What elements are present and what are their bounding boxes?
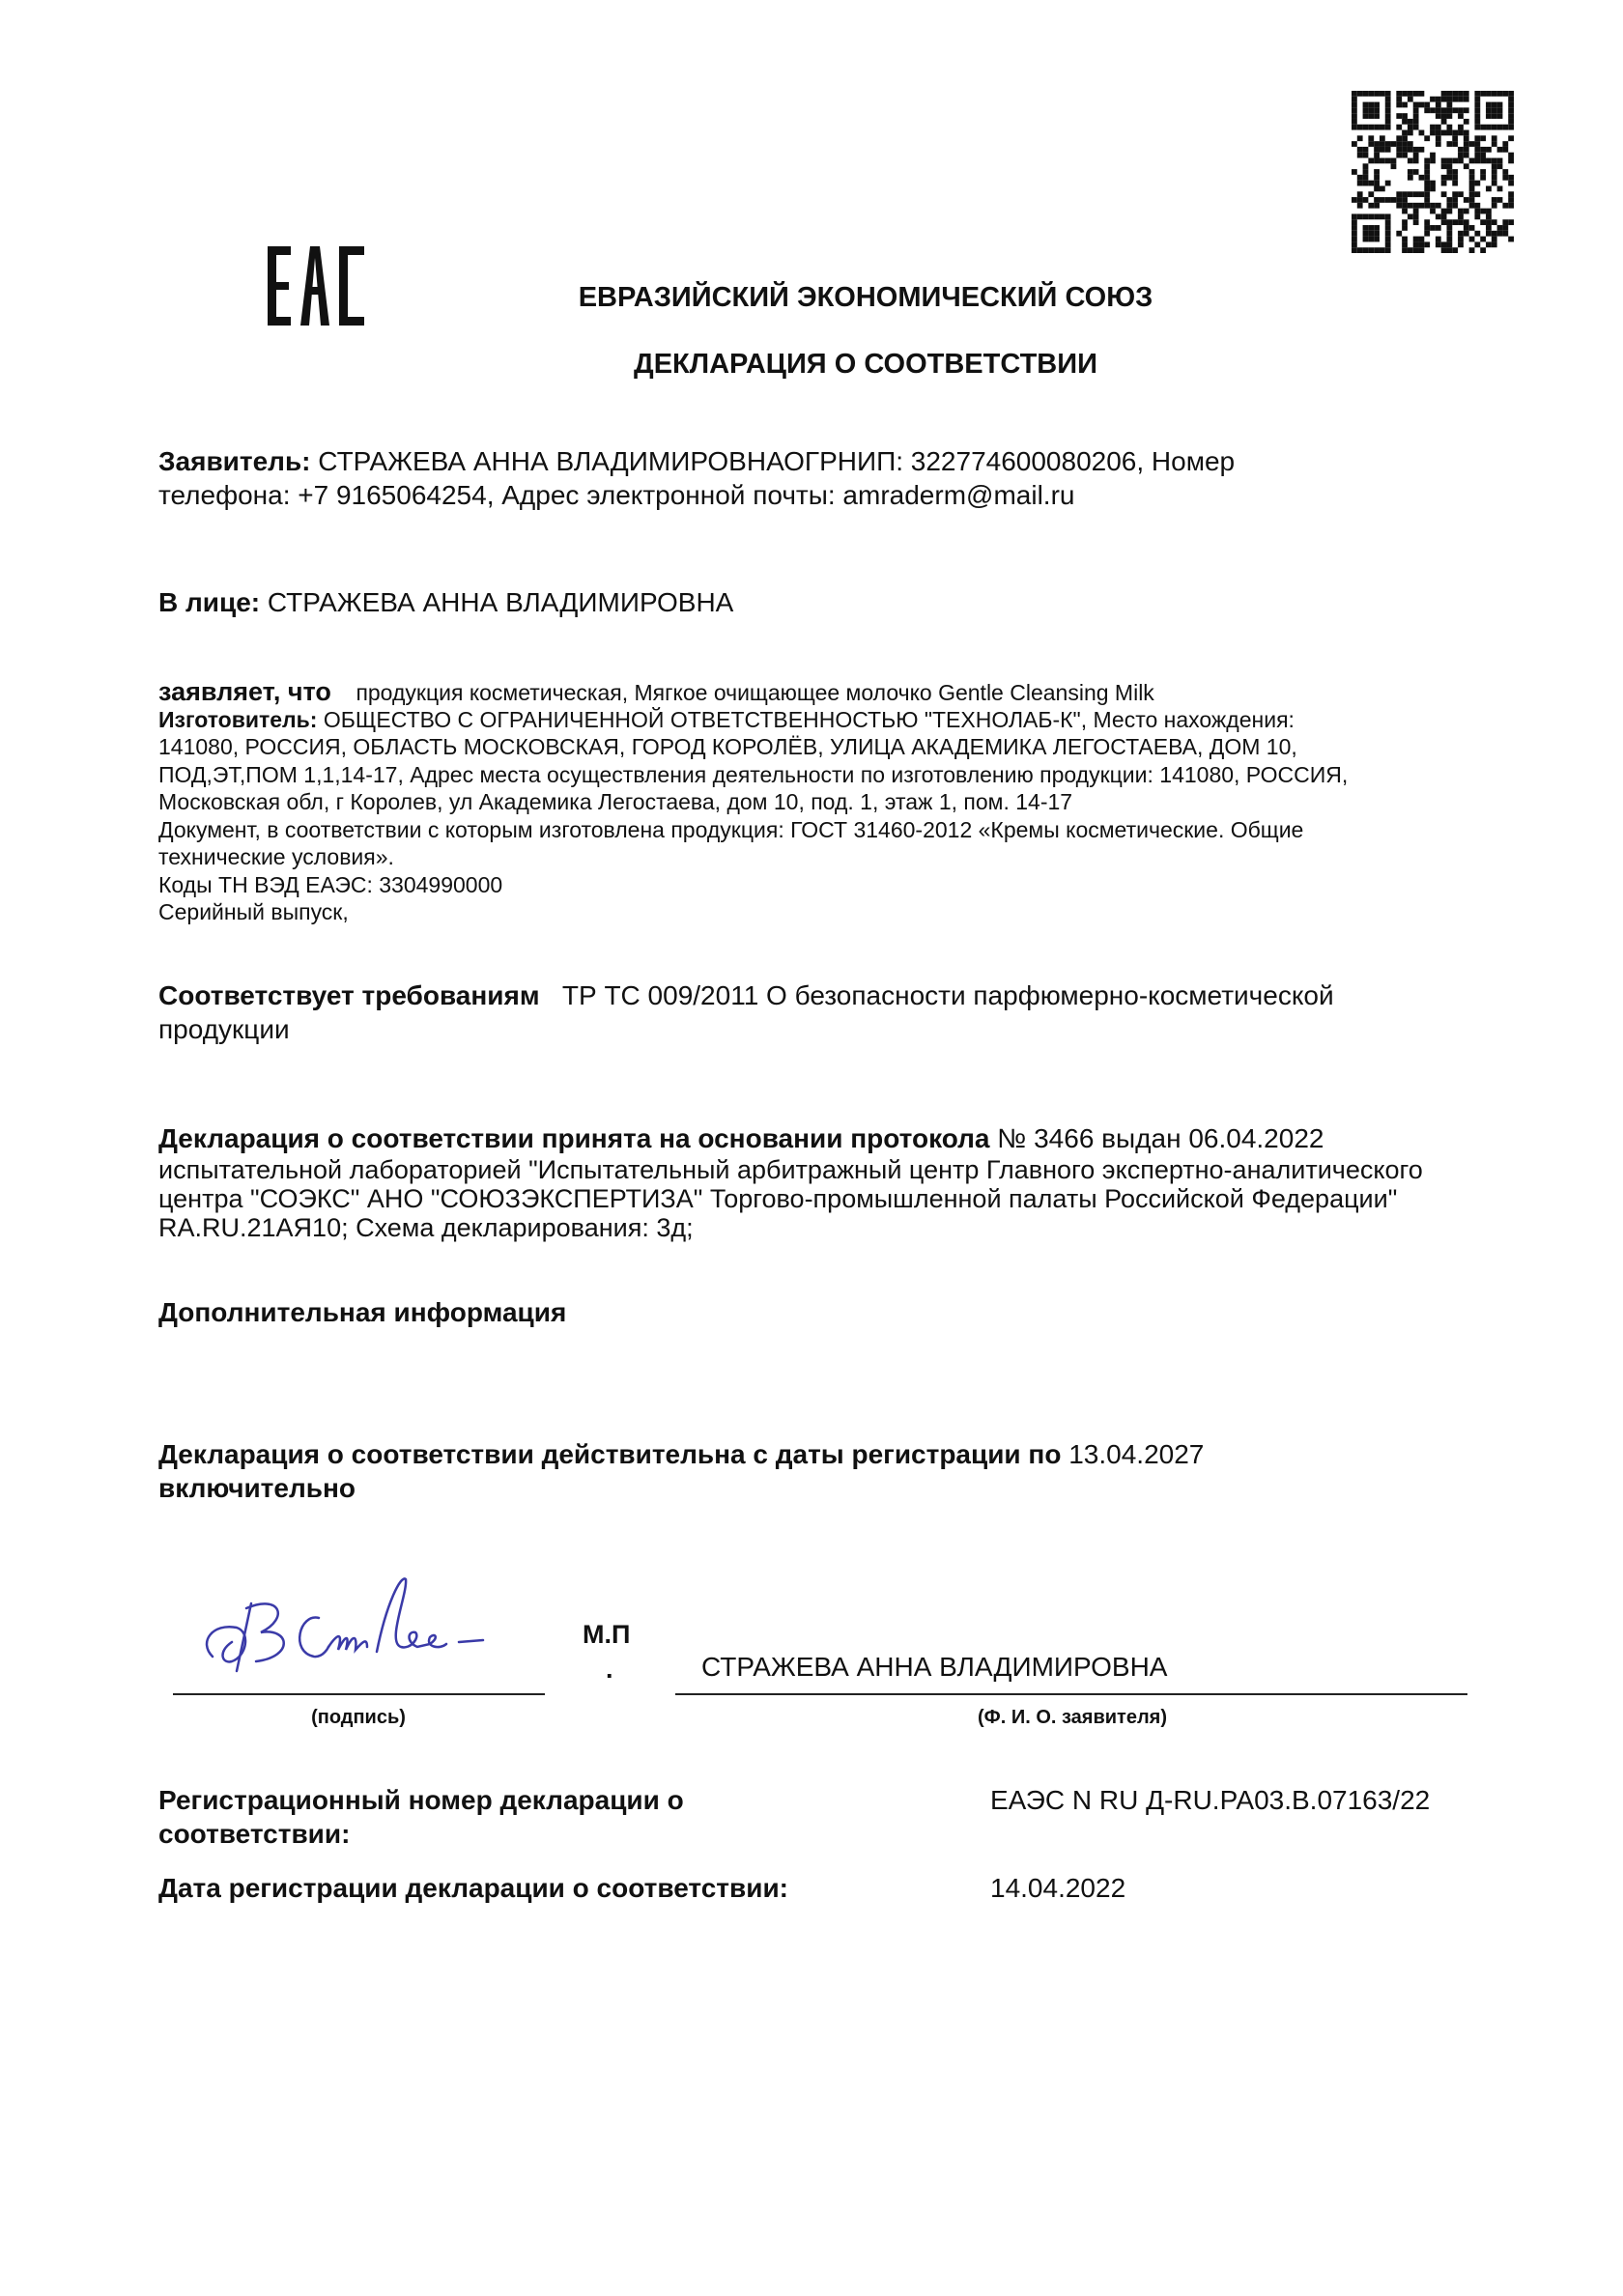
reg-number-value: ЕАЭС N RU Д-RU.РА03.В.07163/22 (990, 1785, 1431, 1815)
declares-text-line: ПОД,ЭТ,ПОМ 1,1,14-17, Адрес места осуществления деятельности по изготовлению продукции: 141080, РОССИЯ, (158, 762, 1349, 787)
validity-label: Декларация о соответствии действительна с даты регистрации по (158, 1439, 1062, 1469)
applicant-label: Заявитель: (158, 446, 311, 476)
declares-text-line: Серийный выпуск, (158, 899, 349, 924)
union-title: ЕВРАЗИЙСКИЙ ЭКОНОМИЧЕСКИЙ СОЮЗ (578, 282, 1153, 313)
declares-text-line: Документ, в соответствии с которым изготовлена продукция: ГОСТ 31460-2012 «Кремы косметические. Общие (158, 817, 1304, 842)
conforms-value: ТР ТС 009/2011 О безопасности парфюмерно-косметической (561, 980, 1334, 1010)
declares-text-line: 141080, РОССИЯ, ОБЛАСТЬ МОСКОВСКАЯ, ГОРОД КОРОЛЁВ, УЛИЦА АКАДЕМИКА ЛЕГОСТАЕВА, ДОМ 10, (158, 734, 1297, 759)
basis-text-line: RA.RU.21АЯ10; Схема декларирования: 3д; (158, 1213, 694, 1242)
applicant-line2: телефона: +7 9165064254, Адрес электронной почты: amraderm@mail.ru (158, 480, 1075, 510)
reg-number-label-1 (158, 1783, 684, 1817)
name-line (675, 1693, 1467, 1695)
validity-line1 (158, 1437, 1204, 1471)
declares-text-line: Московская обл, г Королев, ул Академика Легостаева, дом 10, под. 1, этаж 1, пом. 14-17 (158, 789, 1073, 814)
conforms-line2: продукции (158, 1014, 290, 1044)
signature-line (173, 1693, 545, 1695)
qr-code (1351, 91, 1515, 253)
reg-date-label-text: Дата регистрации декларации о соответствии: (158, 1873, 788, 1903)
basis-line1 (158, 1121, 1324, 1155)
reg-number-label-text: соответствии: (158, 1819, 351, 1849)
person-value: СТРАЖЕВА АННА ВЛАДИМИРОВНА (267, 587, 734, 617)
basis-label: Декларация о соответствии принята на основании протокола (158, 1123, 990, 1153)
manufacturer-label: Изготовитель: (158, 707, 318, 732)
reg-date-value: 14.04.2022 (990, 1873, 1126, 1903)
reg-date-label (158, 1871, 788, 1905)
protocol-value: № 3466 выдан 06.04.2022 (997, 1123, 1324, 1153)
product-value: продукция косметическая, Мягкое очищающее молочко Gentle Cleansing Milk (356, 680, 1154, 705)
manufacturer-value: ОБЩЕСТВО С ОГРАНИЧЕННОЙ ОТВЕТСТВЕННОСТЬЮ "ТЕХНОЛАБ-К", Место нахождения: (323, 707, 1295, 732)
applicant-line1 (158, 444, 1235, 478)
document-title: ДЕКЛАРАЦИЯ О СООТВЕТСТВИИ (634, 349, 1097, 380)
stamp-dot: . (606, 1655, 613, 1684)
declares-label: заявляет, что (158, 677, 331, 706)
manufacturer-line (158, 706, 1295, 734)
signature-caption: (подпись) (311, 1707, 406, 1728)
additional-info-label (158, 1295, 566, 1329)
applicant-value: СТРАЖЕВА АННА ВЛАДИМИРОВНАОГРНИП: 322774600080206, Номер (318, 446, 1236, 476)
stamp-label: М.П (583, 1620, 631, 1649)
conforms-label: Соответствует требованиям (158, 980, 540, 1010)
validity-line2 (158, 1471, 356, 1505)
validity-suffix: включительно (158, 1473, 356, 1503)
declares-text-line: технические условия». (158, 844, 394, 869)
applicant-name: СТРАЖЕВА АННА ВЛАДИМИРОВНА (701, 1652, 1168, 1682)
conforms-line1 (158, 978, 1334, 1012)
handwritten-signature (193, 1565, 502, 1686)
declares-text-line: Коды ТН ВЭД ЕАЭС: 3304990000 (158, 872, 503, 897)
basis-text-line: центра "СОЭКС" АНО "СОЮЗЭКСПЕРТИЗА" Торгово-промышленной палаты Российской Федерации" (158, 1184, 1398, 1213)
validity-date: 13.04.2027 (1068, 1439, 1205, 1469)
declares-line (158, 678, 1154, 707)
reg-number-label-2 (158, 1817, 350, 1851)
person-label: В лице: (158, 587, 261, 617)
name-caption: (Ф. И. О. заявителя) (977, 1707, 1167, 1728)
basis-text-line: испытательной лабораторией "Испытательный арбитражный центр Главного экспертно-аналитического (158, 1155, 1423, 1184)
person-line (158, 585, 733, 619)
reg-number-label-text: Регистрационный номер декларации о (158, 1785, 684, 1815)
additional-info-heading: Дополнительная информация (158, 1297, 567, 1327)
